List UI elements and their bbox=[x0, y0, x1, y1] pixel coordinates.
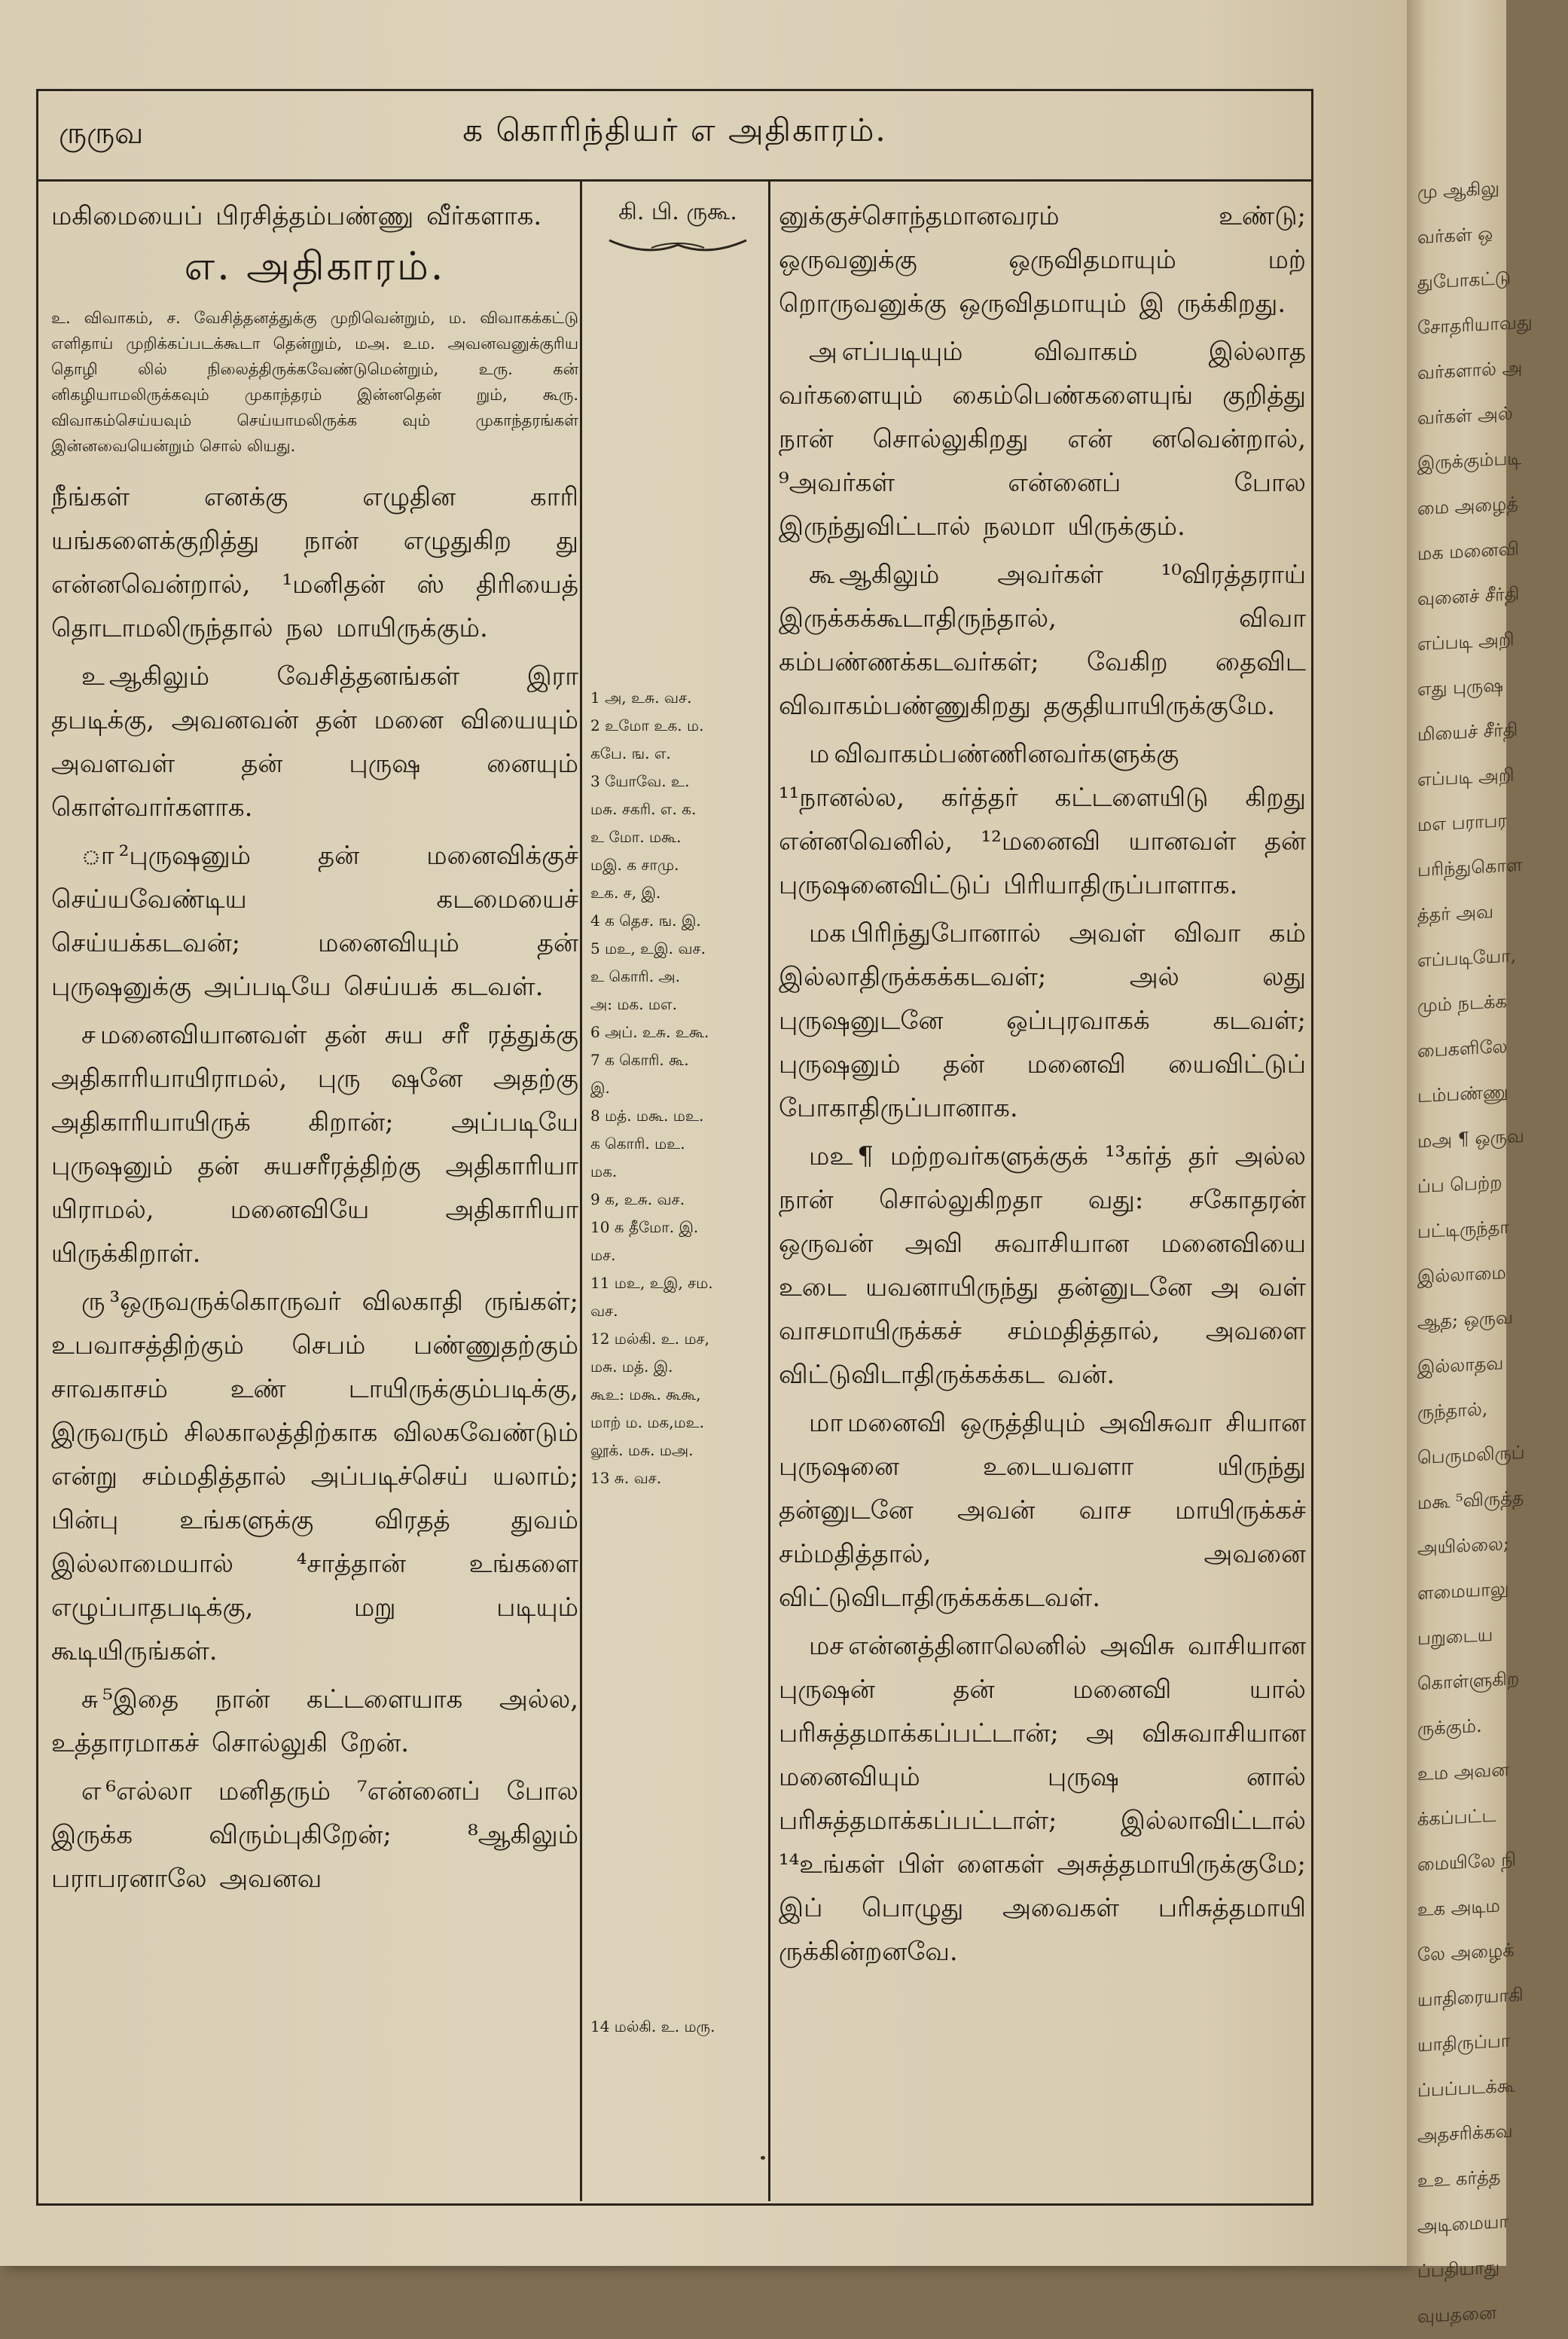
reference-entry: 9 க, உசு. வச. bbox=[590, 1190, 685, 1208]
reference-entry: வச. bbox=[590, 1302, 618, 1320]
reference-entry: மச. bbox=[590, 1246, 616, 1264]
next-page-line: இல்லாமை bbox=[1417, 1262, 1506, 1288]
next-page-edge bbox=[1407, 0, 1533, 2328]
next-page-line: மை அழைத் bbox=[1417, 493, 1518, 520]
reference-entry: மஇ. க சாமு. bbox=[590, 856, 679, 874]
next-page-line: வர்களால் அ bbox=[1417, 356, 1523, 384]
next-page-line: மு ஆகிலு bbox=[1417, 177, 1500, 203]
next-page-line: பைகளிலே bbox=[1417, 1035, 1508, 1062]
verse-number: மஉ bbox=[809, 1141, 853, 1171]
next-page-line: ப்ப பெற்ற bbox=[1417, 1171, 1502, 1198]
next-page-line: மகூ ⁵விருத்த bbox=[1417, 1486, 1524, 1514]
verse-text: மனைவி ஒருத்தியும் அவிசுவா சியான புருஷனை உடையவளா யிருந்து தன்னுடனே அவன் வாச மாயிருக்கச் சம்மதித்தால், அவனை விட்டுவிடாதிருக்கக்கடவள். bbox=[779, 1408, 1306, 1613]
next-page-line: வர்கள் ஒ bbox=[1417, 222, 1493, 249]
next-page-line: ருக்கும். bbox=[1417, 1715, 1482, 1740]
reference-entry: அ: மக. மஎ. bbox=[590, 995, 677, 1013]
next-page-line: யாதிரையாகி bbox=[1417, 1983, 1524, 2011]
right-verse-list bbox=[779, 330, 1306, 1974]
left-verse-list bbox=[51, 475, 578, 1901]
verse-text: ⁵இதை நான் கட்டளையாக அல்ல, உத்தாரமாகச் சொல்லுகி றேன். bbox=[51, 1684, 578, 1758]
reference-entry: இ. bbox=[590, 1079, 610, 1097]
verse-text: நீங்கள் எனக்கு எழுதின காரி யங்களைக்குறித்து நான் எழுதுகிற து என்னவென்றால், ¹மனிதன் ஸ் திரியைத் தொடாமலிருந்தால் நல மாயிருக்கும். bbox=[51, 482, 578, 643]
verse-number: உ bbox=[81, 661, 105, 692]
verse-text: ஆகிலும் வேசித்தனங்கள் இரா தபடிக்கு, அவனவன் தன் மனை வியையும் அவளவள் தன் புருஷ னையும் கொள்வார்களாக. bbox=[51, 661, 578, 823]
next-page-line: உக அடிம bbox=[1417, 1895, 1500, 1921]
reference-entry: 5 மஉ, உஇ. வச. bbox=[590, 939, 706, 957]
reference-entry: 6 அப். உசு. உகூ. bbox=[590, 1023, 709, 1041]
next-page-line: பெருமலிருப் bbox=[1417, 1441, 1525, 1469]
next-page-line: ஆத; ஒருவ bbox=[1417, 1306, 1514, 1333]
running-title: க கொரிந்தியர் எ அதிகாரம். bbox=[462, 111, 887, 148]
next-page-line: ப்பதியாது bbox=[1417, 2256, 1500, 2283]
reference-entry: 4 க தெச. ங. இ. bbox=[590, 911, 701, 930]
reference-entry: கூஉ: மகூ. கூகூ, bbox=[590, 1385, 701, 1403]
chapter-summary: உ. விவாகம், ச. வேசித்தனத்துக்கு முறிவென்றும், ம. விவாகக்கட்டு எளிதாய் முறிக்கப்படக்கூடா தென்றும், மஅ. உம. அவனவனுக்குரிய தொழி லில் நிலைத்திருக்கவேண்டுமென்றும், உரு. கன் னிகழியாமலிருக்கவும் முகாந்தரம் இன்னதென் றும், கூரு. விவாகம்செய்யவும் செய்யாமலிருக்க வும் முகாந்தரங்கள் இன்னவையென்றும் சொல் லியது. bbox=[51, 309, 578, 455]
next-page-line: உம அவன bbox=[1417, 1758, 1509, 1785]
verse-paragraph bbox=[779, 330, 1306, 548]
reference-entry: 12 மல்கி. உ. மச, bbox=[590, 1330, 709, 1348]
reference-entry: 1 அ, உசு. வச. bbox=[590, 689, 692, 707]
reference-entry: உ கொரி. அ. bbox=[590, 967, 681, 985]
next-page-line: ருந்தால், bbox=[1417, 1398, 1488, 1424]
verse-number: மச bbox=[809, 1631, 844, 1661]
verse-text: விவாகம்பண்ணினவர்களுக்கு ¹¹நானல்ல, கர்த்தர் கட்டளையிடு கிறது என்னவெனில், ¹²மனைவி யானவள் தன் புருஷனைவிட்டுப் பிரியாதிருப்பாளாக. bbox=[779, 739, 1306, 900]
verse-paragraph bbox=[779, 732, 1306, 907]
verse-paragraph bbox=[51, 475, 578, 650]
verse-number: சு bbox=[81, 1684, 99, 1715]
column-rule-left bbox=[580, 179, 582, 2201]
next-page-line: யாதிருப்பா bbox=[1417, 2029, 1511, 2057]
verse-number: எ bbox=[81, 1776, 102, 1806]
header-rule bbox=[36, 179, 1313, 182]
reference-entry: 11 மஉ, உஇ, சம. bbox=[590, 1274, 713, 1292]
next-page-line: மக மனைவி bbox=[1417, 538, 1519, 565]
next-page-line: எப்படி அறி bbox=[1417, 628, 1515, 655]
next-page-line: துபோகட்டு bbox=[1417, 267, 1512, 294]
verse-text: ⁶எல்லா மனிதரும் ⁷என்னைப் போல இருக்க விரும்புகிறேன்; ⁸ஆகிலும் பராபரனாலே அவனவ bbox=[51, 1776, 578, 1894]
left-column bbox=[51, 194, 578, 2183]
next-page-line: மஅ ¶ ஒருவ bbox=[1417, 1125, 1524, 1153]
next-page-line: மஎ பராபர bbox=[1417, 810, 1507, 836]
next-page-line: அயில்லை; bbox=[1417, 1532, 1509, 1559]
next-page-line: வுனைச் சீர்தி bbox=[1417, 583, 1520, 610]
next-page-line: அடிமையா bbox=[1417, 2210, 1509, 2237]
next-page-line: மையிலே நி bbox=[1417, 1849, 1517, 1876]
opening-line: மகிமையைப் பிரசித்தம்பண்ணு வீர்களாக. bbox=[51, 201, 542, 231]
verse-paragraph bbox=[51, 1678, 578, 1765]
verse-paragraph bbox=[51, 1280, 578, 1673]
reference-entry: உ மோ. மகூ. bbox=[590, 828, 682, 846]
next-page-line: மும் நடக்க bbox=[1417, 991, 1507, 1017]
reference-list bbox=[590, 684, 765, 1492]
verse-text: ²புருஷனும் தன் மனைவிக்குச் செய்யவேண்டிய கடமையைச் செய்யக்கடவன்; மனைவியும் தன் புருஷனுக்கு அப்படியே செய்யக் கடவள். bbox=[51, 841, 578, 1002]
verse-text: ¶ மற்றவர்களுக்குக் ¹³கர்த் தர் அல்ல நான் சொல்லுகிறதா வது: சகோதரன் ஒருவன் அவி சுவாசியான மனைவியை உடை யவனாயிருந்து தன்னுடனே அ வள் வாசமாயிருக்கச் சம்மதித்தால், அவளை விட்டுவிடாதிருக்கக்கட வன். bbox=[779, 1141, 1306, 1390]
reference-entry: 2 உமோ உக. ம. bbox=[590, 716, 704, 734]
verse-text: மனைவியானவள் தன் சுய சரீ ரத்துக்கு அதிகாரியாயிராமல், புரு ஷனே அதற்கு அதிகாரியாயிருக் கிறான்; அப்படியே புருஷனும் தன் சுயசரீரத்திற்கு அதிகாரியா யிராமல், மனைவியே அதிகாரியா யிருக்கிறாள். bbox=[51, 1020, 578, 1269]
reference-entry: மசு. மத். இ. bbox=[590, 1357, 673, 1376]
verse-paragraph bbox=[51, 1013, 578, 1275]
next-page-line: எப்படி அறி bbox=[1417, 764, 1515, 791]
next-page-line: சோதரியாவது bbox=[1417, 311, 1533, 339]
verse-number: ச bbox=[81, 1020, 96, 1050]
next-page-line: இல்லாதவ bbox=[1417, 1352, 1504, 1379]
next-page-line: ப்பப்படக்கூ bbox=[1417, 2075, 1515, 2102]
reference-entry: கபே. ங. எ. bbox=[590, 744, 671, 762]
next-page-line: பறுடைய bbox=[1417, 1623, 1493, 1650]
continuation-text: னுக்குச்சொந்தமானவரம் உண்டு; ஒருவனுக்கு ஒருவிதமாயும் மற் றொருவனுக்கு ஒருவிதமாயும் இ ருக்கிறது. bbox=[779, 201, 1306, 319]
verse-number: மா bbox=[809, 1408, 843, 1438]
verse-paragraph bbox=[51, 655, 578, 829]
verse-paragraph bbox=[779, 553, 1306, 728]
verse-number: கூ bbox=[809, 560, 835, 590]
next-page-line: வுயதனை bbox=[1417, 2301, 1497, 2328]
verse-number: ம bbox=[809, 739, 830, 769]
ornament-flourish-icon bbox=[606, 234, 749, 254]
page-number: ருருவ bbox=[59, 116, 144, 151]
column-rule-right bbox=[768, 179, 770, 2201]
verse-paragraph bbox=[51, 834, 578, 1009]
verse-number: மக bbox=[809, 918, 847, 948]
verse-number: ா bbox=[81, 841, 114, 871]
next-page-line: எது புருஷ bbox=[1417, 674, 1504, 701]
next-page-line: கொள்ளுகிற bbox=[1417, 1668, 1520, 1695]
verse-text: எப்படியும் விவாகம் இல்லாத வர்களையும் கைம்பெண்களையுங் குறித்து நான் சொல்லுகிறது என் னவென்றால், ⁹அவர்கள் என்னைப் போல இருந்துவிட்டால் நலமா யிருக்கும். bbox=[779, 337, 1306, 542]
verse-number: அ bbox=[809, 337, 837, 367]
next-page-line: உஉ கர்த்த bbox=[1417, 2166, 1501, 2192]
reference-entry: 3 யோவே. உ. bbox=[590, 772, 690, 790]
verse-text: ³ஒருவருக்கொருவர் விலகாதி ருங்கள்; உபவாசத்திற்கும் செபம் பண்ணுதற்கும் சாவகாசம் உண் டாயிருக்கும்படிக்கு, இருவரும் சிலகாலத்திற்காக விலகவேண்டும் என்று சம்மதித்தால் அப்படிச்செய் யலாம்; பின்பு உங்களுக்கு விரதத் துவம் இல்லாமையால் ⁴சாத்தான் உங்களை எழுப்பாதபடிக்கு, மறு படியும் கூடியிருங்கள். bbox=[51, 1287, 578, 1666]
reference-14: 14 மல்கி. உ. மரு. bbox=[590, 2017, 715, 2035]
next-page-line: க்கப்பட்ட bbox=[1417, 1804, 1496, 1831]
verse-text: என்னத்தினாலெனில் அவிசு வாசியான புருஷன் தன் மனைவி யால் பரிசுத்தமாக்கப்பட்டான்; அ விசுவாசியான மனைவியும் புருஷ னால் பரிசுத்தமாக்கப்பட்டாள்; இல்லாவிட்டால் ¹⁴உங்கள் பிள் ளைகள் அசுத்தமாயிருக்குமே; இப் பொழுது அவைகள் பரிசுத்தமாயி ருக்கின்றனவே. bbox=[779, 1631, 1306, 1967]
next-page-text bbox=[1417, 162, 1568, 2339]
reference-heading: கி. பி. ருகூ. bbox=[618, 199, 737, 225]
reference-entry: 10 க தீமோ. இ. bbox=[590, 1218, 699, 1236]
chapter-heading: எ. அதிகாரம். bbox=[184, 244, 446, 289]
next-page-line: வர்கள் அல் bbox=[1417, 402, 1513, 429]
next-page-line: மியைச் சீர்தி bbox=[1417, 719, 1518, 746]
verse-text: பிரிந்துபோனால் அவள் விவா கம் இல்லாதிருக்கக்கடவள்; அல் லது புருஷனுடனே ஒப்புரவாகக் கடவள்; புருஷனும் தன் மனைவி யைவிட்டுப் போகாதிருப்பானாக. bbox=[779, 918, 1306, 1123]
reference-entry: உக. ச, இ. bbox=[590, 884, 661, 902]
reference-entry: 13 சு. வச. bbox=[590, 1469, 662, 1487]
page-header bbox=[36, 96, 1313, 172]
right-column bbox=[779, 194, 1306, 2183]
verse-paragraph bbox=[779, 1401, 1306, 1620]
verse-number: ரு bbox=[81, 1287, 105, 1317]
next-page-line: டம்பண்ணு bbox=[1417, 1080, 1509, 1107]
next-page-line: அதசரிக்கவ bbox=[1417, 2120, 1513, 2147]
reference-entry: க கொரி. மஉ. bbox=[590, 1134, 685, 1153]
verse-paragraph bbox=[779, 1624, 1306, 1974]
reference-entry: மாற் ம. மக,மஉ. bbox=[590, 1413, 705, 1431]
reference-entry: 8 மத். மகூ. மஉ. bbox=[590, 1107, 704, 1125]
reference-entry: லூக். மசு. மஅ. bbox=[590, 1441, 694, 1459]
reference-column bbox=[590, 194, 765, 2183]
reference-entry: மக. bbox=[590, 1162, 618, 1180]
next-page-line: எப்படியோ, bbox=[1417, 945, 1517, 972]
verse-text: ஆகிலும் அவர்கள் ¹⁰விரத்தராய் இருக்கக்கூடாதிருந்தால், விவா கம்பண்ணக்கடவர்கள்; வேகிற தைவிட விவாகம்பண்ணுகிறது தகுதியாயிருக்குமே. bbox=[779, 560, 1306, 721]
next-page-line: பரிந்துகொள bbox=[1417, 853, 1523, 881]
reference-entry: 7 க கொரி. கூ. bbox=[590, 1051, 689, 1069]
next-page-line: லே அழைக் bbox=[1417, 1939, 1515, 1966]
next-page-line: ளமையாலு bbox=[1417, 1577, 1509, 1605]
next-page-line: இருக்கும்படி bbox=[1417, 447, 1522, 475]
next-page-line: த்தர் அவ bbox=[1417, 900, 1494, 927]
next-page-line: பட்டிருந்தா bbox=[1417, 1216, 1509, 1243]
ink-smudge bbox=[761, 2156, 765, 2160]
reference-entry: மசு. சகரி. எ. க. bbox=[590, 800, 697, 818]
verse-paragraph bbox=[779, 911, 1306, 1130]
verse-paragraph bbox=[51, 1770, 578, 1901]
verse-paragraph bbox=[779, 1134, 1306, 1397]
